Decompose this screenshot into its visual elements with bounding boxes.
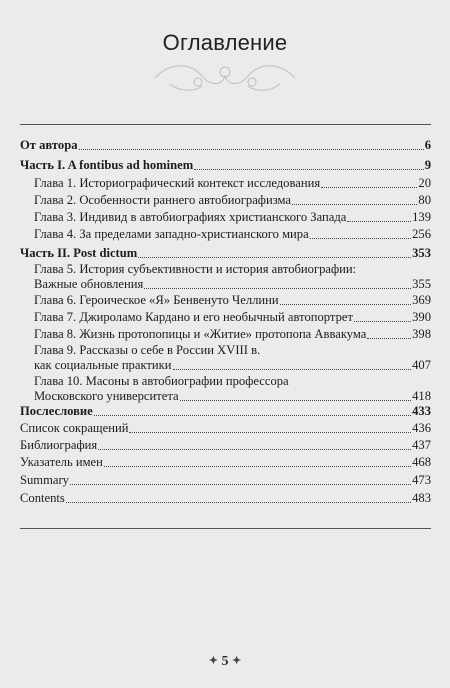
dot-leader [104,465,411,467]
dot-leader [180,399,412,401]
toc-entry-page: 436 [412,421,431,435]
toc-entry-page: 256 [412,227,431,241]
toc-entry-title: Послесловие [20,404,93,418]
toc-entry-page: 20 [418,176,431,190]
dot-leader [94,414,411,416]
toc-entry [20,455,431,470]
toc-entry-title: Важные обновления [34,277,144,291]
toc-entry-title: Часть I. A fontibus ad hominem [20,158,194,172]
toc-entry-title: Summary [20,473,69,487]
dot-leader [66,501,411,503]
toc-entry-page: 407 [412,358,431,372]
dot-leader [70,483,411,485]
toc-entry-title-line: Глава 10. Масоны в автобиографии профессора [34,374,289,388]
toc-entry [20,293,431,308]
toc-entry-title: Contents [20,491,65,505]
toc-entry-title: От автора [20,138,78,152]
toc-entry-page: 437 [412,438,431,452]
toc-entry-title: Глава 2. Особенности раннего автобиографизма [34,193,291,207]
dot-leader [138,256,411,258]
dot-leader [144,287,411,289]
dot-leader [79,148,424,150]
toc-entry-title: Указатель имен [20,455,103,469]
dot-leader [292,203,417,205]
toc-entry-title: Глава 7. Джироламо Кардано и его необычный автопортрет [34,310,353,324]
toc-entry-page: 468 [412,455,431,469]
dot-leader [129,431,411,433]
toc-entry-page: 483 [412,491,431,505]
toc-entry-page: 6 [424,138,431,152]
toc-entry-page: 139 [412,210,431,224]
toc-entry [20,227,431,242]
page-title: Оглавление [162,30,288,55]
dot-leader [98,448,411,450]
toc-entry-title: Часть II. Post dictum [20,246,138,260]
toc-entry [20,374,431,404]
toc-entry-title: Список сокращений [20,421,129,435]
decorative-ornament [150,56,300,96]
page-number [0,654,450,670]
ornament-left-icon: ✦ [208,655,218,667]
toc-entry [20,404,431,419]
dot-leader [310,237,411,239]
toc-entry-title: Глава 6. Героическое «Я» Бенвенуто Челлини [34,293,279,307]
toc-entry-page: 355 [412,277,431,291]
toc-entry-page: 418 [412,389,431,403]
toc-entry [20,343,431,373]
toc-entry-page: 473 [412,473,431,487]
toc-entry [20,193,431,208]
toc-entry [20,176,431,191]
toc-entry-title: Библиография [20,438,98,452]
dot-leader [354,320,411,322]
toc-entry [20,310,431,325]
toc-entry [20,438,431,453]
toc-entry-title-line: Глава 5. История субъективности и история автобиографии: [34,262,357,276]
dot-leader [321,186,417,188]
toc-entry-page: 353 [412,246,431,260]
toc-entry [20,246,431,261]
toc-entry-page: 390 [412,310,431,324]
toc-entry-title-line: Глава 9. Рассказы о себе в России XVIII в. [34,343,261,357]
toc-entry [20,138,431,153]
toc-entry-page: 80 [418,193,431,207]
dot-leader [194,168,423,170]
divider-bottom [20,528,431,529]
toc-entry [20,421,431,436]
dot-leader [173,368,412,370]
toc-entry [20,491,431,506]
toc-entry [20,327,431,342]
toc-entry-page: 9 [424,158,431,172]
dot-leader [347,220,411,222]
toc-entry-title: Глава 3. Индивид в автобиографиях христианского Запада [34,210,347,224]
toc-entry [20,158,431,173]
toc-entry [20,210,431,225]
toc-entry [20,262,431,292]
toc-entry-title: Глава 1. Историографический контекст исследования [34,176,321,190]
toc-entry-page: 398 [412,327,431,341]
toc-entry-page: 369 [412,293,431,307]
dot-leader [280,303,412,305]
toc-entry-title: как социальные практики [34,358,172,372]
toc-entry-title: Глава 4. За пределами западно-христианского мира [34,227,309,241]
toc-entry [20,473,431,488]
dot-leader [367,337,411,339]
toc-entry-title: Московского университета [34,389,179,403]
divider-top [20,124,431,125]
toc-entry-page: 433 [412,404,431,418]
page-number-value: 5 [221,654,229,669]
ornament-right-icon: ✦ [232,655,242,667]
toc-entry-title: Глава 8. Жизнь протопопицы и «Житие» протопопа Аввакума [34,327,367,341]
